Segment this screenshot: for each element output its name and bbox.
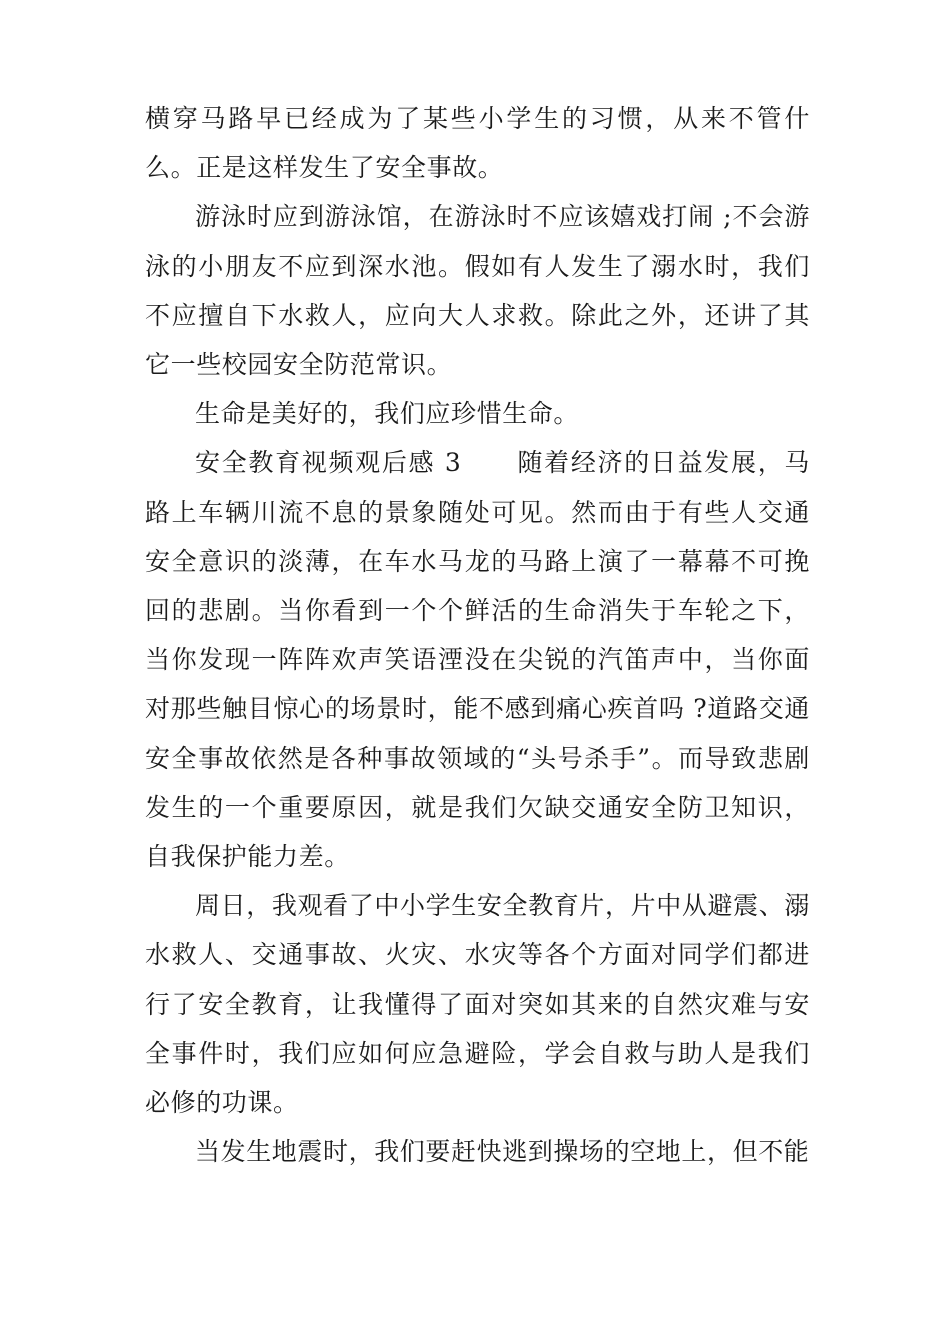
paragraph-3-text: 生命是美好的，我们应珍惜生命。 xyxy=(195,399,580,429)
paragraph-1 xyxy=(145,94,810,192)
document-body xyxy=(145,94,810,1176)
paragraph-3 xyxy=(145,389,810,438)
paragraph-5-text: 周日，我观看了中小学生安全教育片，片中从避震、溺水救人、交通事故、火灾、水灾等各个方面对同学们都进行了安全教育，让我懂得了面对突如其来的自然灾难与安全事件时，我们应如何应急避险，学会自救与助人是我们必修的功课。 xyxy=(145,891,810,1118)
paragraph-4-text: 随着经济的日益发展，马路上车辆川流不息的景象随处可见。然而由于有些人交通安全意识的淡薄，在车水马龙的马路上演了一幕幕不可挽回的悲剧。当你看到一个个鲜活的生命消失于车轮之下，当你发现一阵阵欢声笑语湮没在尖锐的汽笛声中，当你面对那些触目惊心的场景时，能不感到痛心疾首吗 ?道路交通安全事故依然是各种事故领域的“头号杀手”。而导致悲剧发生的一个重要原因，就是我们欠缺交通安全防卫知识，自我保护能力差。 xyxy=(145,448,810,872)
paragraph-2-text: 游泳时应到游泳馆，在游泳时不应该嬉戏打闹 ;不会游泳的小朋友不应到深水池。假如有人发生了溺水时，我们不应擅自下水救人，应向大人求救。除此之外，还讲了其它一些校园安全防范常识。 xyxy=(145,202,810,380)
paragraph-4 xyxy=(145,438,810,881)
paragraph-2 xyxy=(145,192,810,389)
paragraph-6-text: 当发生地震时，我们要赶快逃到操场的空地上，但不能 xyxy=(195,1137,810,1167)
section-heading: 安全教育视频观后感 3 xyxy=(195,448,462,478)
paragraph-5 xyxy=(145,881,810,1127)
paragraph-1-text: 横穿马路早已经成为了某些小学生的习惯，从来不管什么。正是这样发生了安全事故。 xyxy=(145,104,810,183)
paragraph-6 xyxy=(145,1127,810,1176)
